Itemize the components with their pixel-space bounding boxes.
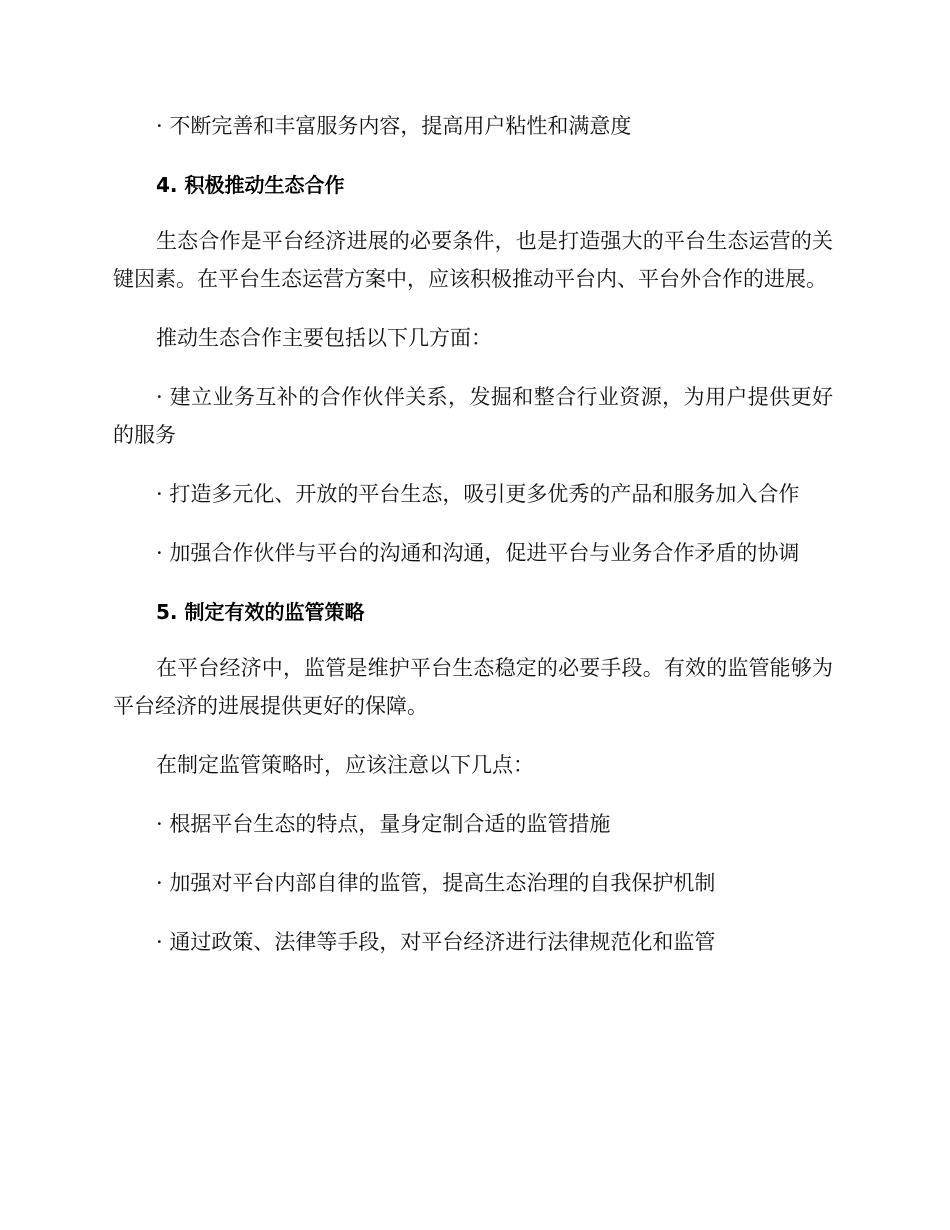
section-heading-regulation-strategy: 5. 制定有效的监管策略	[156, 600, 365, 624]
bullet-service-content: · 不断完善和丰富服务内容，提高用户粘性和满意度	[156, 114, 632, 138]
paragraph-cooperation-aspects: 推动生态合作主要包括以下几方面：	[156, 326, 492, 350]
bullet-legal-regulation: · 通过政策、法律等手段，对平台经济进行法律规范化和监管	[156, 930, 716, 954]
document-body	[113, 107, 833, 982]
bullet-partner-relations: · 建立业务互补的合作伙伴关系，发掘和整合行业资源，为用户提供更好的服务	[113, 385, 833, 447]
bullet-tailored-measures: · 根据平台生态的特点，量身定制合适的监管措施	[156, 812, 611, 836]
paragraph-regulation-points: 在制定监管策略时，应该注意以下几点：	[156, 753, 534, 777]
bullet-self-discipline: · 加强对平台内部自律的监管，提高生态治理的自我保护机制	[156, 871, 716, 895]
bullet-open-ecosystem: · 打造多元化、开放的平台生态，吸引更多优秀的产品和服务加入合作	[156, 482, 800, 506]
bullet-partner-communication: · 加强合作伙伴与平台的沟通和沟通，促进平台与业务合作矛盾的协调	[156, 541, 800, 565]
paragraph-regulation-intro: 在平台经济中，监管是维护平台生态稳定的必要手段。有效的监管能够为平台经济的进展提供更好的保障。	[113, 656, 833, 718]
section-heading-ecosystem-cooperation: 4. 积极推动生态合作	[156, 173, 345, 197]
paragraph-cooperation-intro: 生态合作是平台经济进展的必要条件，也是打造强大的平台生态运营的关键因素。在平台生态运营方案中，应该积极推动平台内、平台外合作的进展。	[113, 229, 833, 291]
